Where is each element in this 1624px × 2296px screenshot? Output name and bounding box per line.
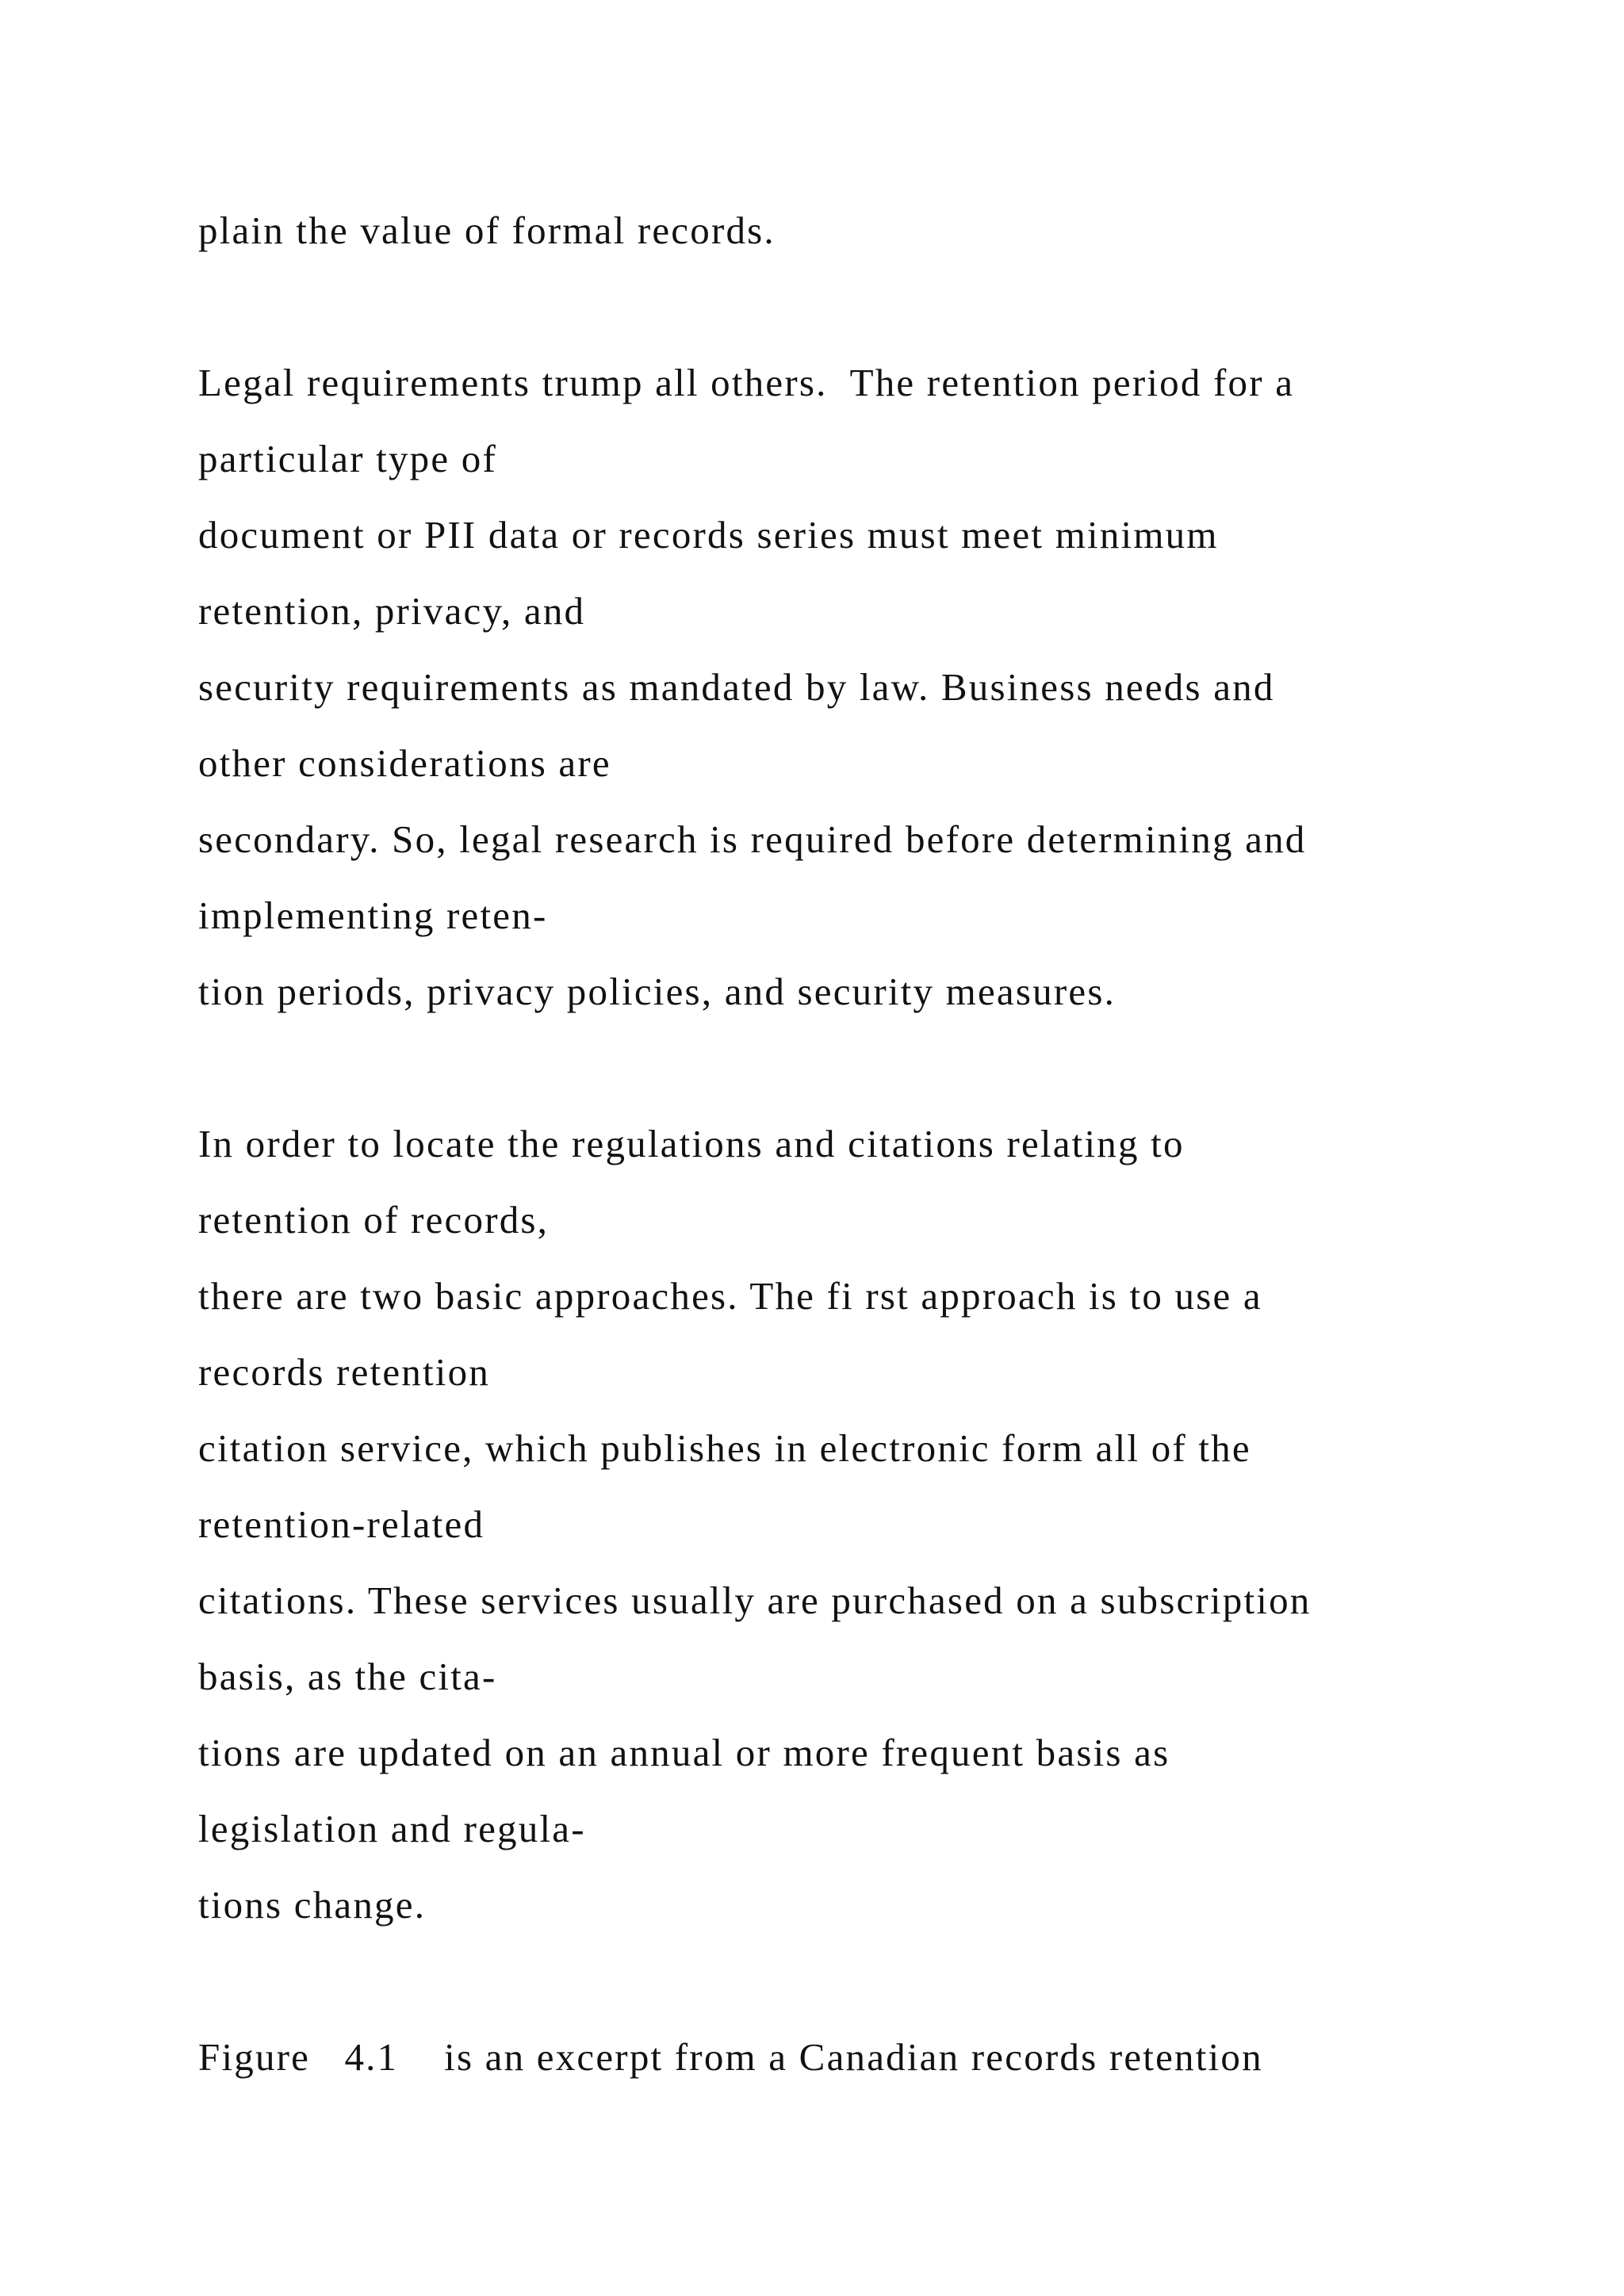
text-line: tion periods, privacy policies, and security measures. [198,970,1116,1013]
text-line: Figure 4.1 is an excerpt from a Canadian records retention [198,2035,1263,2079]
text-line: tions are updated on an annual or more frequent basis as [198,1731,1170,1774]
text-line: citation service, which publishes in electronic form all of the [198,1426,1251,1470]
text-line: Legal requirements trump all others. The retention period for a [198,361,1295,404]
text-line: citations. These services usually are purchased on a subscription [198,1578,1312,1622]
blank-line [198,1030,1546,1106]
text-line: retention-related [198,1502,485,1546]
blank-line [198,1943,1546,2019]
text-line: retention, privacy, and [198,589,586,633]
text-line: implementing reten- [198,894,548,937]
text-line: security requirements as mandated by law. Business needs and [198,665,1275,709]
text-line: there are two basic approaches. The fi rst approach is to use a [198,1274,1262,1318]
text-line: other considerations are [198,741,611,785]
text-line: retention of records, [198,1198,550,1242]
blank-line [198,269,1546,345]
text-line: In order to locate the regulations and citations relating to [198,1122,1185,1165]
body-text [198,193,1546,2095]
text-line: tions change. [198,1883,427,1927]
text-line: secondary. So, legal research is required before determining and [198,817,1307,861]
text-line: document or PII data or records series must meet minimum [198,513,1219,557]
text-line: particular type of [198,437,498,480]
text-line: records retention [198,1350,491,1394]
text-line: legislation and regula- [198,1807,586,1850]
text-line: plain the value of formal records. [198,209,776,252]
text-line: basis, as the cita- [198,1655,497,1698]
